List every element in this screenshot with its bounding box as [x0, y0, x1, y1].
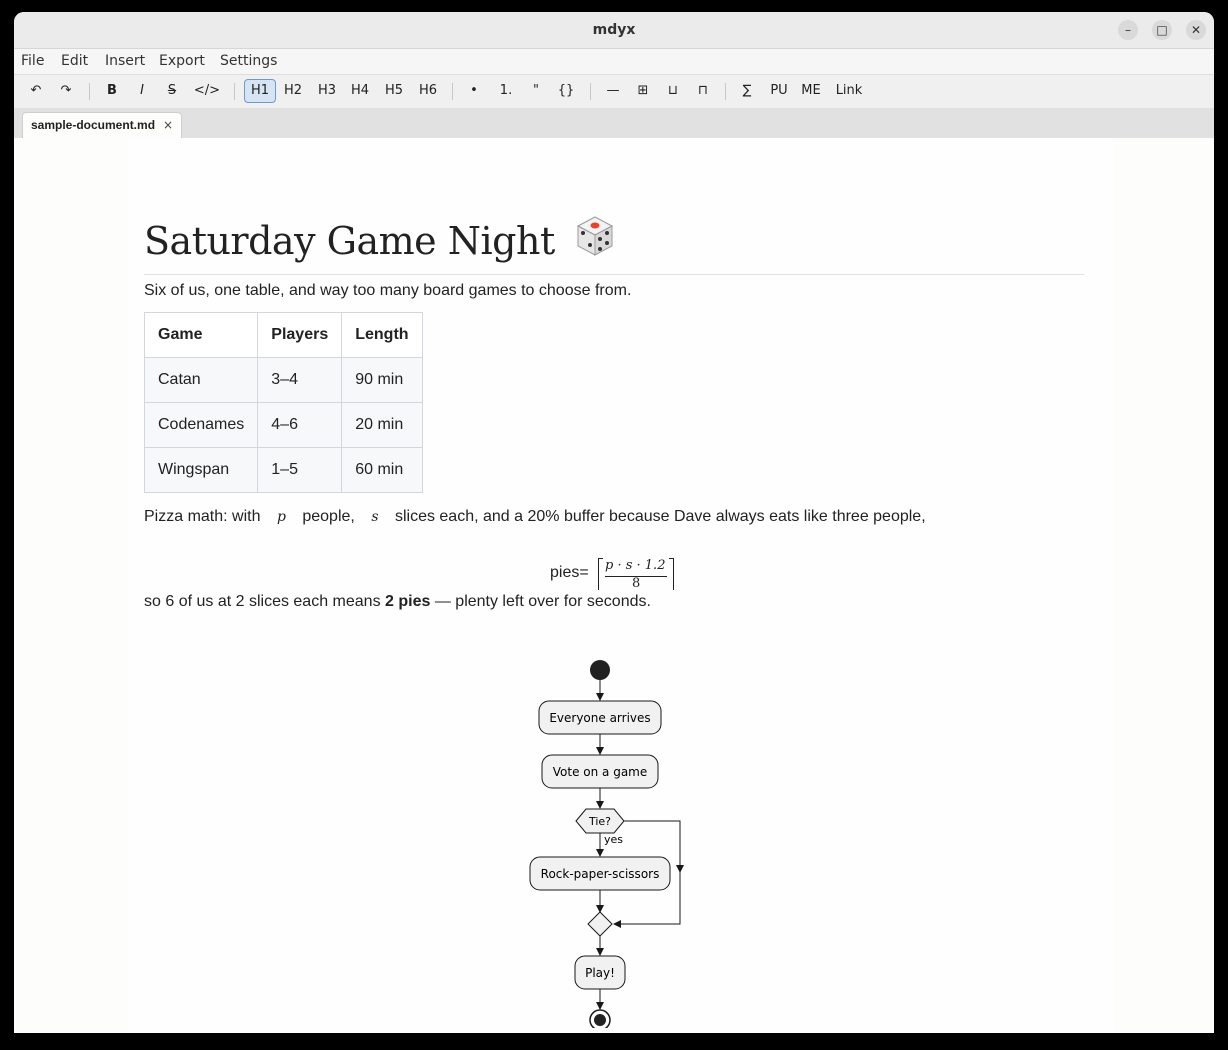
toolbar: [14, 74, 1214, 109]
conclusion-paragraph: [144, 593, 651, 611]
inline-code-button[interactable]: </>: [193, 83, 221, 98]
step-label: Play!: [585, 966, 615, 980]
intro-paragraph: Six of us, one table, and way too many board games to choose from.: [144, 282, 632, 299]
toolbar-separator: [89, 83, 90, 100]
pizza-mid: people,: [302, 508, 355, 525]
italic-button[interactable]: I: [140, 83, 144, 98]
menu-export[interactable]: Export: [159, 53, 205, 69]
step-vote-on-a-game: [542, 755, 658, 788]
heading-2-button[interactable]: H2: [283, 83, 303, 98]
close-icon: ✕: [1190, 23, 1202, 37]
menu-edit[interactable]: Edit: [61, 53, 89, 69]
table-cell: Catan: [145, 358, 258, 403]
table-row: [145, 358, 423, 403]
pizza-suffix: slices each, and a 20% buffer because Dave always eats like three people,: [394, 508, 926, 525]
formula-numerator: p · s · 1.2: [605, 558, 666, 573]
menu-settings[interactable]: Settings: [220, 53, 278, 69]
merge-node: [588, 912, 612, 936]
table-header: Length: [342, 313, 423, 358]
plantuml-button[interactable]: PU: [770, 83, 788, 98]
math-var-p: p: [276, 509, 286, 525]
heading-3-button[interactable]: H3: [317, 83, 337, 98]
table-cell: Wingspan: [145, 448, 258, 493]
table-button[interactable]: ⊞: [637, 83, 649, 98]
heading-6-button[interactable]: H6: [418, 83, 438, 98]
superscript-button[interactable]: ⊓: [697, 83, 709, 98]
toolbar-separator: [234, 83, 235, 100]
window-title: mdyx: [592, 22, 636, 38]
code-block-button[interactable]: {}: [557, 83, 575, 98]
bold-button[interactable]: B: [107, 83, 117, 98]
maximize-icon: □: [1156, 23, 1168, 37]
toolbar-separator: [725, 83, 726, 100]
toolbar-separator: [590, 83, 591, 100]
table-header-row: [145, 313, 423, 358]
document-title-text: Saturday Game Night: [144, 219, 555, 263]
link-button[interactable]: Link: [835, 83, 863, 98]
activity-diagram: [514, 648, 714, 1033]
math-button[interactable]: ∑: [742, 83, 752, 98]
app-window: [14, 12, 1214, 1033]
step-rock-paper-scissors: [530, 857, 670, 890]
table-cell: 1–5: [258, 448, 342, 493]
table-cell: 60 min: [342, 448, 423, 493]
horizontal-rule-button[interactable]: —: [606, 83, 620, 98]
menu-bar: [14, 49, 1214, 74]
minimize-button[interactable]: [1118, 20, 1138, 40]
ceiling-brackets: [598, 558, 674, 590]
table-cell: Codenames: [145, 403, 258, 448]
table-header: Players: [258, 313, 342, 358]
table-header: Game: [145, 313, 258, 358]
table-row: [145, 403, 423, 448]
conclusion-prefix: so 6 of us at 2 slices each means: [144, 593, 381, 610]
bullet-list-button[interactable]: •: [470, 83, 478, 98]
math-var-s: s: [371, 509, 379, 525]
step-label: Rock-paper-scissors: [540, 867, 660, 881]
step-label: Vote on a game: [552, 765, 648, 779]
step-label: Everyone arrives: [549, 711, 651, 725]
toolbar-separator: [452, 83, 453, 100]
conclusion-bold: 2 pies: [385, 593, 431, 610]
table-cell: 20 min: [342, 403, 423, 448]
decision-label: Tie?: [588, 815, 612, 828]
conclusion-suffix: — plenty left over for seconds.: [434, 593, 651, 610]
table-cell: 3–4: [258, 358, 342, 403]
table-cell: 4–6: [258, 403, 342, 448]
start-node: [590, 660, 610, 680]
tab-bar: [14, 108, 1214, 138]
pizza-prefix: Pizza math: with: [144, 508, 261, 525]
undo-button[interactable]: ↶: [30, 83, 42, 98]
formula-denominator: 8: [632, 576, 641, 591]
dice-icon: [572, 212, 618, 267]
pizza-paragraph: [144, 508, 926, 526]
table-row: [145, 448, 423, 493]
step-play: [575, 956, 625, 989]
tab-sample-document[interactable]: [22, 112, 182, 138]
editor-area[interactable]: [14, 138, 1214, 1033]
menu-insert[interactable]: Insert: [105, 53, 146, 69]
yes-label: yes: [604, 833, 624, 846]
title-divider: [144, 274, 1084, 275]
tab-label: sample-document.md: [31, 118, 156, 132]
decision-tie: [576, 809, 624, 833]
mermaid-button[interactable]: ME: [801, 83, 821, 98]
table-cell: 90 min: [342, 358, 423, 403]
redo-button[interactable]: ↷: [60, 83, 72, 98]
document-title: [144, 212, 618, 267]
maximize-button[interactable]: [1152, 20, 1172, 40]
formula-lhs: pies=: [550, 564, 589, 581]
quote-button[interactable]: ": [533, 83, 539, 98]
close-button[interactable]: [1186, 20, 1206, 40]
strikethrough-button[interactable]: S: [167, 83, 177, 98]
title-bar: [14, 12, 1214, 49]
end-node: [590, 1010, 610, 1028]
games-table: [144, 312, 423, 493]
minimize-icon: –: [1125, 23, 1131, 37]
heading-1-button[interactable]: H1: [244, 79, 276, 103]
heading-4-button[interactable]: H4: [350, 83, 370, 98]
numbered-list-button[interactable]: 1.: [499, 83, 513, 98]
step-everyone-arrives: [539, 701, 661, 734]
tab-close-icon[interactable]: ×: [163, 118, 174, 132]
menu-file[interactable]: File: [21, 53, 45, 69]
heading-5-button[interactable]: H5: [384, 83, 404, 98]
subscript-button[interactable]: ⊔: [667, 83, 679, 98]
